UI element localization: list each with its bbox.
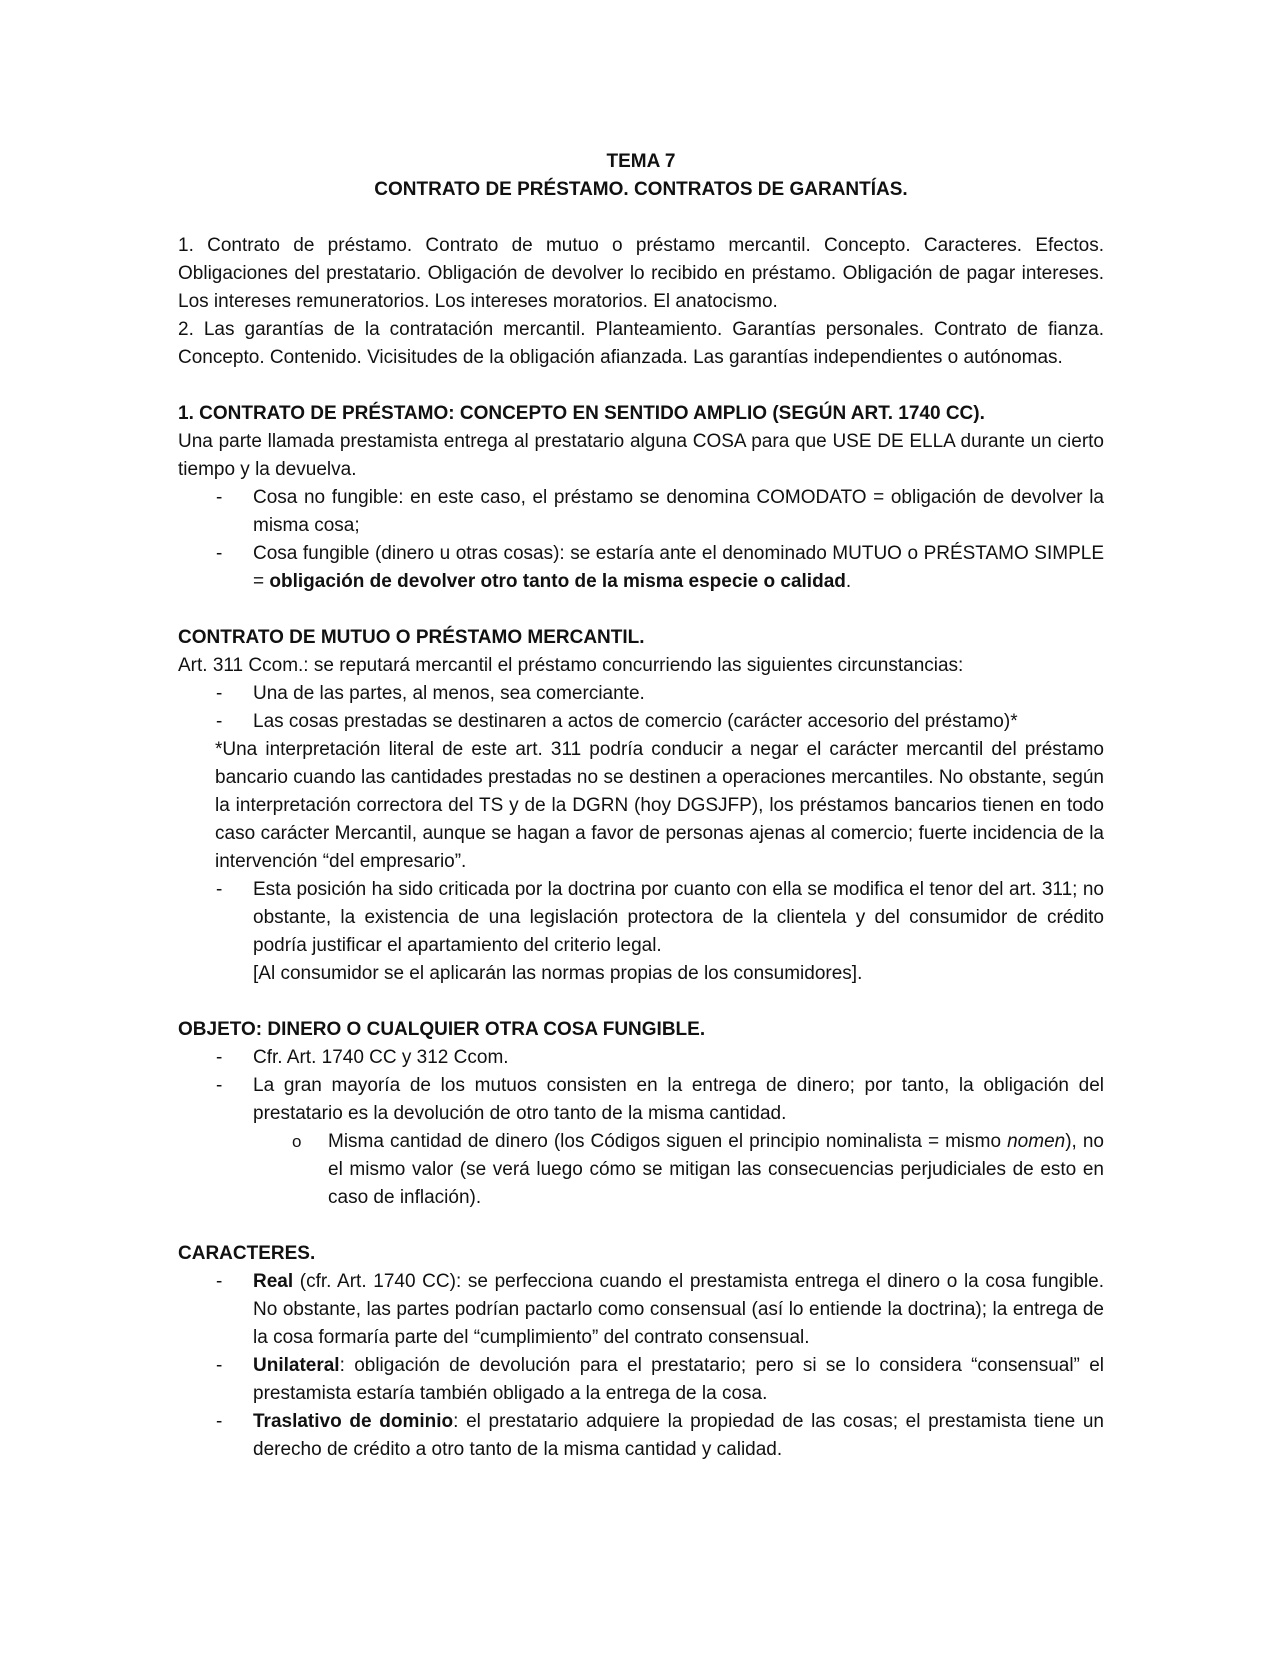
item-text: Cosa fungible (dinero u otras cosas): se estaría ante el denominado MUTUO o PRÉSTAMO SIMPLE = [253,543,1104,592]
bullet-list [178,484,1104,596]
sub-bullet-list [253,1128,1104,1212]
item-bold-text: obligación de devolver otro tanto de la misma especie o calidad [269,571,846,592]
bullet-list [178,876,1104,988]
section-heading-prestamo: 1. CONTRATO DE PRÉSTAMO: CONCEPTO EN SENTIDO AMPLIO (SEGÚN ART. 1740 CC). [178,403,985,424]
section-heading-objeto: OBJETO: DINERO O CUALQUIER OTRA COSA FUNGIBLE. [178,1019,706,1040]
list-item [253,1408,1104,1464]
sub-list-item [328,1128,1104,1212]
list-item: - Cfr. Art. 1740 CC y 312 Ccom. [253,1044,1104,1072]
footnote-paragraph: *Una interpretación literal de este art. 311 podría conducir a negar el carácter mercantil del préstamo bancario cuando las cantidades prestadas no se destinen a operaciones mercantiles. No obstante, según la interpretación correctora del TS y de la DGRN (hoy DGSJFP), los préstamos bancarios tienen en todo caso carácter Mercantil, aunque se hagan a favor de personas ajenas al comercio; fuerte incidencia de la intervención “del empresario”. [215,739,1104,872]
item-text-end: . [845,571,852,592]
tema-label: TEMA 7 [606,151,676,172]
index-paragraph-1: 1. Contrato de préstamo. Contrato de mutuo o préstamo mercantil. Concepto. Caracteres. Efectos. Obligaciones del prestatario. Obligación de devolver lo recibido en préstamo. Obligación de pagar intereses. Los intereses remuneratorios. Los intereses moratorios. El anatocismo. [178,235,1104,312]
item-bold-term: Traslativo de dominio [253,1411,454,1432]
item-bold-term: Real [253,1271,294,1292]
list-item: - Una de las partes, al menos, sea comerciante. [253,680,1104,708]
index-paragraph-2: 2. Las garantías de la contratación mercantil. Planteamiento. Garantías personales. Contrato de fianza. Concepto. Contenido. Vicisitudes de la obligación afianzada. Las garantías independientes o autónomas. [178,319,1104,368]
item-text: (cfr. Art. 1740 CC): se perfecciona cuando el prestamista entrega el dinero o la cosa fungible. No obstante, las partes podrían pactarlo como consensual (así lo entiende la doctrina); la entrega de la cosa formaría parte del “cumplimiento” del contrato consensual. [253,1271,1104,1348]
list-item [253,540,1104,596]
item-text: - Esta posición ha sido criticada por la doctrina por cuanto con ella se modifica el tenor del art. 311; no obstante, la existencia de una legislación protectora de la clientela y del consumidor de crédito podría justificar el apartamiento del criterio legal. [253,879,1104,956]
list-item: - Cosa no fungible: en este caso, el préstamo se denomina COMODATO = obligación de devolver la misma cosa; [253,484,1104,540]
item-text: Misma cantidad de dinero (los Códigos siguen el principio nominalista = mismo [328,1131,1008,1152]
item-text: : el prestatario adquiere la propiedad de las cosas; el prestamista tiene un derecho de crédito a otro tanto de la misma cantidad y calidad. [253,1411,1104,1460]
section-intro: Art. 311 Ccom.: se reputará mercantil el préstamo concurriendo las siguientes circunstancias: [178,655,964,676]
item-bold-term: Unilateral [253,1355,340,1376]
item-text-extra: [Al consumidor se el aplicarán las normas propias de los consumidores]. [253,963,863,984]
list-item [253,1268,1104,1352]
list-item: - Las cosas prestadas se destinaren a actos de comercio (carácter accesorio del préstamo)* [253,708,1104,736]
bullet-list [178,1044,1104,1212]
item-text: - La gran mayoría de los mutuos consisten en la entrega de dinero; por tanto, la obligación del prestatario es la devolución de otro tanto de la misma cantidad. [253,1075,1104,1124]
item-italic-text: nomen [1007,1131,1066,1152]
bullet-list [178,680,1104,736]
document-page [178,148,1104,1464]
list-item [253,1352,1104,1408]
section-intro: Una parte llamada prestamista entrega al prestatario alguna COSA para que USE DE ELLA durante un cierto tiempo y la devuelva. [178,431,1104,480]
document-title: CONTRATO DE PRÉSTAMO. CONTRATOS DE GARANTÍAS. [374,179,908,200]
list-item [253,876,1104,988]
bullet-list [178,1268,1104,1464]
item-text-end: ), no el mismo valor (se verá luego cómo se mitigan las consecuencias perjudiciales de esto en caso de inflación). [328,1131,1104,1208]
section-heading-caracteres: CARACTERES. [178,1243,316,1264]
section-heading-mutuo: CONTRATO DE MUTUO O PRÉSTAMO MERCANTIL. [178,627,645,648]
list-item [253,1072,1104,1212]
item-text: : obligación de devolución para el prestatario; pero si se lo considera “consensual” el prestamista estaría también obligado a la entrega de la cosa. [253,1355,1104,1404]
